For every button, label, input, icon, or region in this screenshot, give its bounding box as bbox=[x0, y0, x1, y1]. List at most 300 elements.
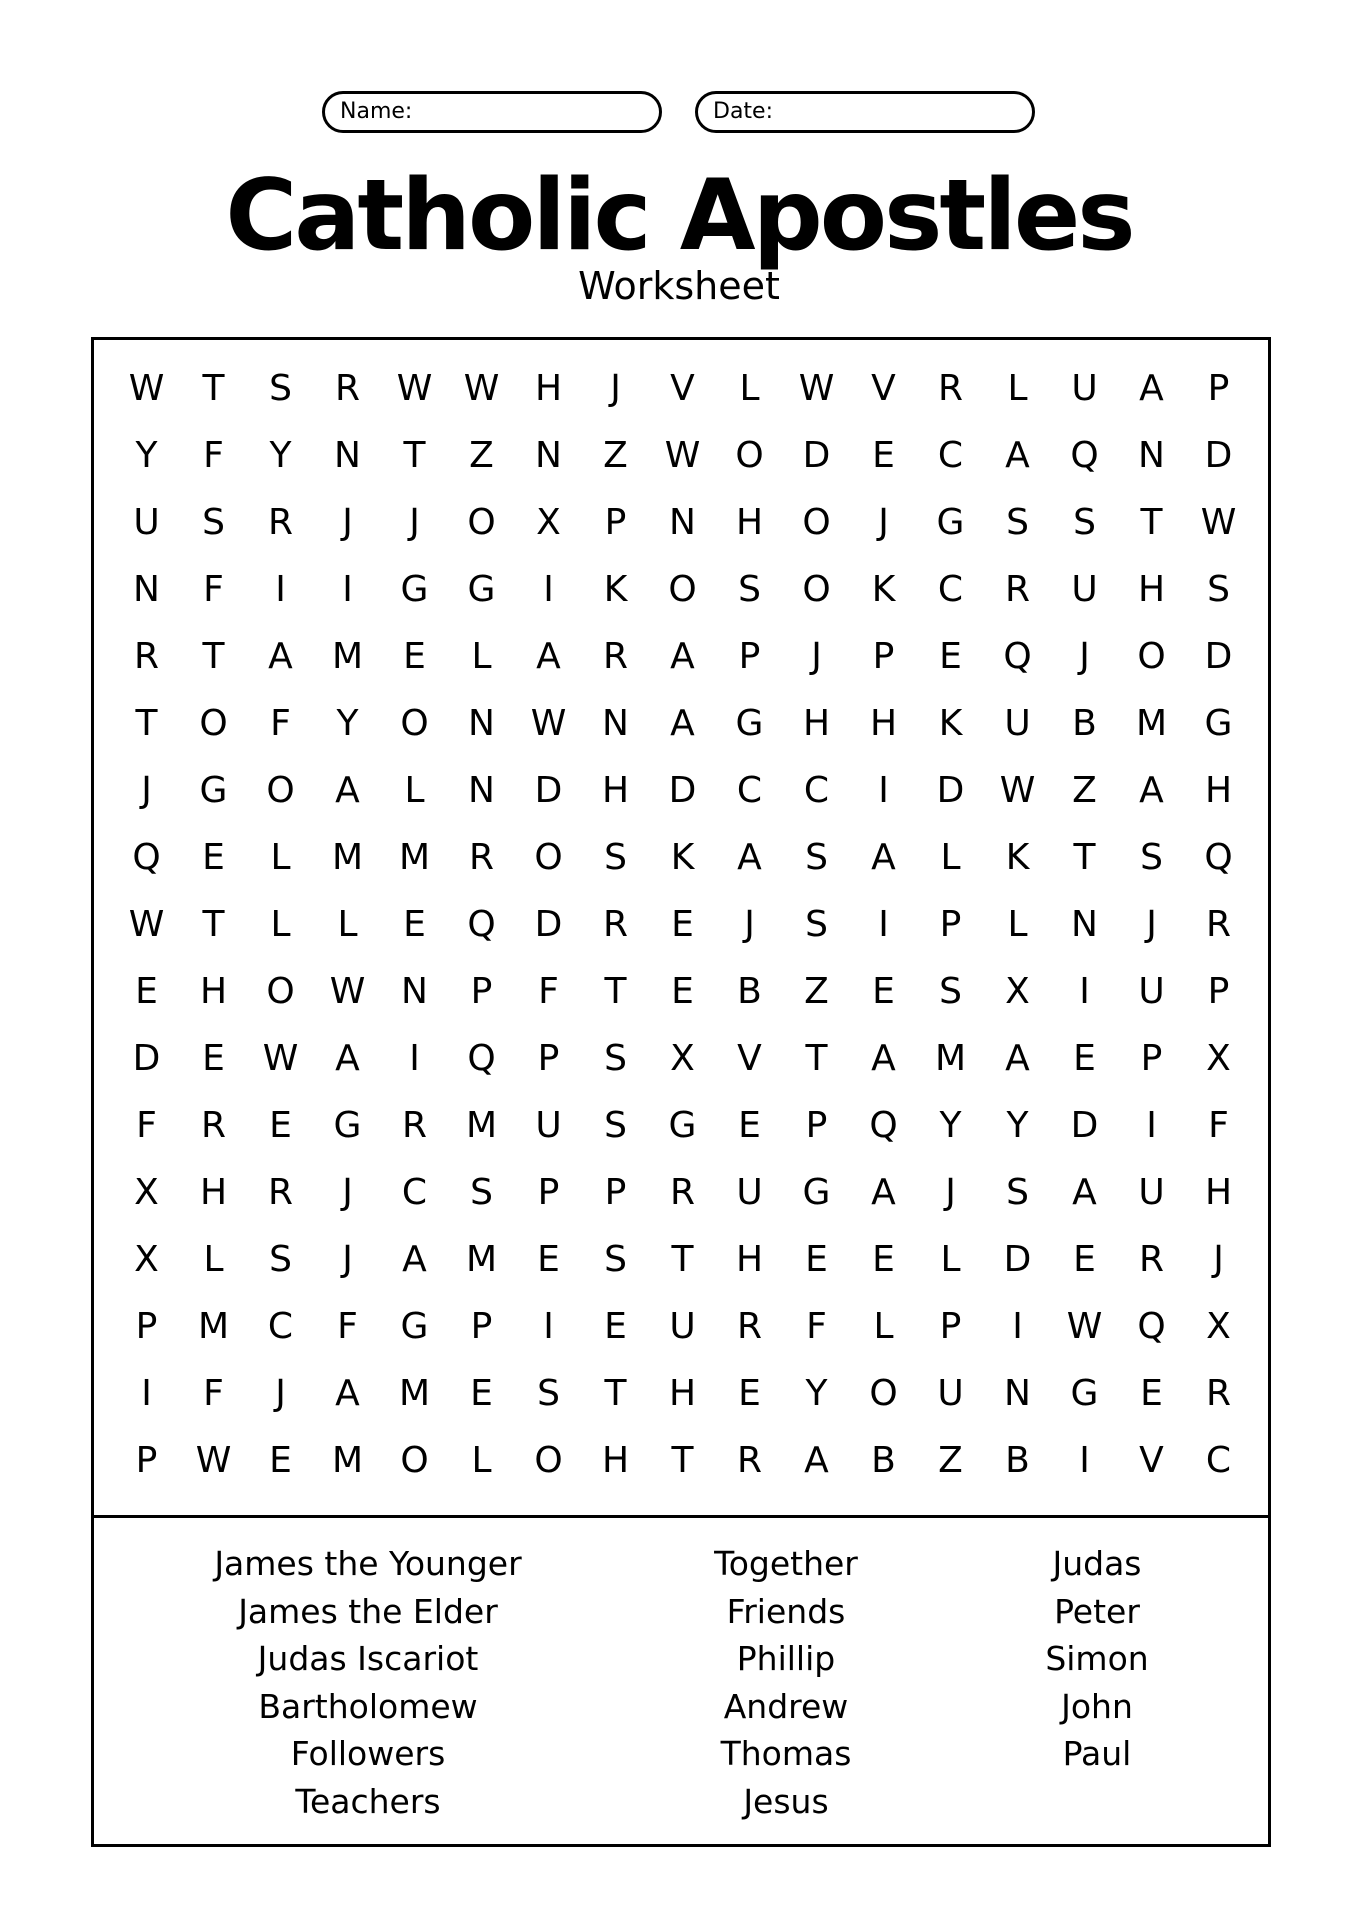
grid-letter[interactable]: P bbox=[604, 1172, 627, 1213]
grid-letter[interactable]: U bbox=[1071, 368, 1098, 409]
grid-letter[interactable]: M bbox=[934, 1038, 967, 1079]
grid-letter[interactable]: L bbox=[471, 636, 492, 677]
grid-letter[interactable]: U bbox=[736, 1172, 763, 1213]
grid-letter[interactable]: P bbox=[1140, 1038, 1163, 1079]
grid-letter[interactable]: S bbox=[537, 1373, 560, 1414]
grid-letter[interactable]: N bbox=[401, 971, 428, 1012]
grid-letter[interactable]: Q bbox=[1003, 636, 1032, 677]
grid-letter[interactable]: U bbox=[535, 1105, 562, 1146]
grid-letter[interactable]: J bbox=[1213, 1239, 1224, 1280]
grid-letter[interactable]: S bbox=[1207, 569, 1230, 610]
grid-letter[interactable]: R bbox=[669, 1172, 695, 1213]
grid-letter[interactable]: J bbox=[1079, 636, 1090, 677]
grid-letter[interactable]: U bbox=[937, 1373, 964, 1414]
grid-letter[interactable]: P bbox=[537, 1038, 560, 1079]
grid-letter[interactable]: Z bbox=[938, 1440, 963, 1481]
grid-letter[interactable]: G bbox=[400, 569, 429, 610]
grid-letter[interactable]: X bbox=[134, 1239, 159, 1280]
grid-letter[interactable]: T bbox=[671, 1440, 694, 1481]
grid-letter[interactable]: I bbox=[878, 770, 889, 811]
grid-letter[interactable]: F bbox=[806, 1306, 827, 1347]
grid-letter[interactable]: A bbox=[1072, 1172, 1097, 1213]
grid-letter[interactable]: B bbox=[737, 971, 762, 1012]
grid-letter[interactable]: R bbox=[200, 1105, 226, 1146]
grid-letter[interactable]: T bbox=[671, 1239, 694, 1280]
grid-letter[interactable]: E bbox=[269, 1105, 292, 1146]
grid-letter[interactable]: E bbox=[403, 636, 426, 677]
grid-letter[interactable]: H bbox=[1204, 1172, 1233, 1213]
word-bank-item: Phillip bbox=[736, 1639, 836, 1678]
grid-letter[interactable]: R bbox=[602, 904, 628, 945]
grid-letter[interactable]: W bbox=[1066, 1306, 1103, 1347]
grid-letter[interactable]: F bbox=[337, 1306, 358, 1347]
grid-letter[interactable]: N bbox=[1138, 435, 1165, 476]
grid-letter[interactable]: G bbox=[936, 502, 965, 543]
grid-letter[interactable]: I bbox=[1146, 1105, 1157, 1146]
grid-letter[interactable]: R bbox=[468, 837, 494, 878]
grid-letter[interactable]: T bbox=[202, 904, 225, 945]
grid-letter[interactable]: E bbox=[872, 435, 895, 476]
grid-letter[interactable]: H bbox=[735, 1239, 764, 1280]
grid-letter[interactable]: A bbox=[335, 1373, 360, 1414]
grid-letter[interactable]: K bbox=[670, 837, 695, 878]
grid-letter[interactable]: L bbox=[404, 770, 425, 811]
grid-letter[interactable]: V bbox=[737, 1038, 762, 1079]
grid-letter[interactable]: Z bbox=[603, 435, 628, 476]
grid-letter[interactable]: E bbox=[805, 1239, 828, 1280]
grid-letter[interactable]: R bbox=[602, 636, 628, 677]
grid-letter[interactable]: H bbox=[869, 703, 898, 744]
grid-letter[interactable]: U bbox=[133, 502, 160, 543]
grid-letter[interactable]: U bbox=[1071, 569, 1098, 610]
grid-letter[interactable]: K bbox=[603, 569, 628, 610]
grid-letter[interactable]: L bbox=[471, 1440, 492, 1481]
grid-letter[interactable]: H bbox=[534, 368, 563, 409]
grid-letter[interactable]: O bbox=[266, 770, 295, 811]
grid-letter[interactable]: W bbox=[798, 368, 835, 409]
grid-letter[interactable]: O bbox=[467, 502, 496, 543]
grid-letter[interactable]: W bbox=[128, 904, 165, 945]
letter-grid bbox=[113, 355, 1251, 1494]
grid-letter[interactable]: S bbox=[939, 971, 962, 1012]
grid-letter[interactable]: T bbox=[604, 971, 627, 1012]
word-bank-column-1 bbox=[168, 1540, 568, 1825]
grid-letter[interactable]: N bbox=[1004, 1373, 1031, 1414]
grid-letter[interactable]: R bbox=[736, 1306, 762, 1347]
grid-letter[interactable]: S bbox=[1140, 837, 1163, 878]
grid-letter[interactable]: O bbox=[400, 703, 429, 744]
word-bank-column-3 bbox=[897, 1540, 1297, 1778]
grid-letter[interactable]: D bbox=[534, 770, 563, 811]
grid-letter[interactable]: S bbox=[470, 1172, 493, 1213]
grid-letter[interactable]: C bbox=[1205, 1440, 1232, 1481]
grid-letter[interactable]: J bbox=[141, 770, 152, 811]
grid-letter[interactable]: T bbox=[202, 368, 225, 409]
grid-letter[interactable]: K bbox=[1005, 837, 1030, 878]
grid-letter[interactable]: O bbox=[199, 703, 228, 744]
grid-letter[interactable]: I bbox=[342, 569, 353, 610]
grid-letter[interactable]: F bbox=[270, 703, 291, 744]
grid-letter[interactable]: T bbox=[1140, 502, 1163, 543]
grid-letter[interactable]: P bbox=[135, 1440, 158, 1481]
grid-letter[interactable]: L bbox=[1007, 904, 1028, 945]
grid-letter[interactable]: B bbox=[1072, 703, 1097, 744]
grid-letter[interactable]: M bbox=[398, 837, 431, 878]
grid-letter[interactable]: E bbox=[537, 1239, 560, 1280]
grid-letter[interactable]: H bbox=[601, 770, 630, 811]
grid-letter[interactable]: J bbox=[342, 1239, 353, 1280]
grid-letter[interactable]: M bbox=[465, 1239, 498, 1280]
grid-letter[interactable]: X bbox=[536, 502, 561, 543]
grid-letter[interactable]: B bbox=[871, 1440, 896, 1481]
grid-letter[interactable]: J bbox=[878, 502, 889, 543]
word-bank-item: Together bbox=[714, 1544, 858, 1583]
grid-letter[interactable]: U bbox=[1004, 703, 1031, 744]
grid-letter[interactable]: E bbox=[671, 971, 694, 1012]
grid-letter[interactable]: S bbox=[604, 1105, 627, 1146]
grid-letter[interactable]: I bbox=[141, 1373, 152, 1414]
grid-letter[interactable]: U bbox=[1138, 971, 1165, 1012]
grid-letter[interactable]: P bbox=[1207, 971, 1230, 1012]
grid-letter[interactable]: L bbox=[270, 904, 291, 945]
grid-letter[interactable]: I bbox=[409, 1038, 420, 1079]
grid-letter[interactable]: W bbox=[463, 368, 500, 409]
grid-letter[interactable]: T bbox=[1073, 837, 1096, 878]
grid-letter[interactable]: N bbox=[535, 435, 562, 476]
grid-letter[interactable]: O bbox=[534, 837, 563, 878]
grid-letter[interactable]: F bbox=[203, 1373, 224, 1414]
grid-letter[interactable]: G bbox=[467, 569, 496, 610]
grid-letter[interactable]: F bbox=[538, 971, 559, 1012]
grid-letter[interactable]: H bbox=[1137, 569, 1166, 610]
grid-letter[interactable]: R bbox=[401, 1105, 427, 1146]
grid-letter[interactable]: R bbox=[334, 368, 360, 409]
grid-letter[interactable]: E bbox=[872, 971, 895, 1012]
grid-letter[interactable]: M bbox=[331, 636, 364, 677]
grid-letter[interactable]: Q bbox=[1070, 435, 1099, 476]
grid-letter[interactable]: X bbox=[670, 1038, 695, 1079]
name-field[interactable] bbox=[322, 91, 662, 133]
grid-letter[interactable]: E bbox=[202, 1038, 225, 1079]
grid-letter[interactable]: G bbox=[1070, 1373, 1099, 1414]
grid-letter[interactable]: J bbox=[811, 636, 822, 677]
grid-letter[interactable]: D bbox=[1003, 1239, 1032, 1280]
grid-letter[interactable]: I bbox=[275, 569, 286, 610]
grid-letter[interactable]: E bbox=[1140, 1373, 1163, 1414]
grid-letter[interactable]: X bbox=[1005, 971, 1030, 1012]
grid-letter[interactable]: A bbox=[536, 636, 561, 677]
grid-letter[interactable]: J bbox=[945, 1172, 956, 1213]
grid-letter[interactable]: C bbox=[803, 770, 830, 811]
grid-letter[interactable]: A bbox=[871, 837, 896, 878]
grid-letter[interactable]: O bbox=[802, 502, 831, 543]
grid-letter[interactable]: M bbox=[331, 1440, 364, 1481]
grid-letter[interactable]: D bbox=[534, 904, 563, 945]
grid-letter[interactable]: P bbox=[470, 1306, 493, 1347]
grid-letter[interactable]: U bbox=[1138, 1172, 1165, 1213]
grid-letter[interactable]: F bbox=[203, 435, 224, 476]
grid-letter[interactable]: J bbox=[1146, 904, 1157, 945]
grid-letter[interactable]: N bbox=[669, 502, 696, 543]
grid-letter[interactable]: I bbox=[543, 1306, 554, 1347]
grid-letter[interactable]: L bbox=[337, 904, 358, 945]
grid-letter[interactable]: Z bbox=[1072, 770, 1097, 811]
grid-letter[interactable]: R bbox=[1205, 1373, 1231, 1414]
grid-letter[interactable]: P bbox=[939, 904, 962, 945]
grid-letter[interactable]: O bbox=[668, 569, 697, 610]
grid-letter[interactable]: T bbox=[805, 1038, 828, 1079]
grid-letter[interactable]: P bbox=[1207, 368, 1230, 409]
grid-letter[interactable]: P bbox=[537, 1172, 560, 1213]
grid-letter[interactable]: G bbox=[400, 1306, 429, 1347]
grid-letter[interactable]: Y bbox=[269, 435, 292, 476]
grid-letter[interactable]: K bbox=[938, 703, 963, 744]
grid-letter[interactable]: N bbox=[1071, 904, 1098, 945]
grid-letter[interactable]: M bbox=[331, 837, 364, 878]
grid-letter[interactable]: E bbox=[604, 1306, 627, 1347]
grid-letter[interactable]: Q bbox=[467, 904, 496, 945]
grid-letter[interactable]: E bbox=[671, 904, 694, 945]
grid-letter[interactable]: W bbox=[1200, 502, 1237, 543]
grid-letter[interactable]: E bbox=[403, 904, 426, 945]
grid-letter[interactable]: I bbox=[1079, 971, 1090, 1012]
grid-letter[interactable]: Z bbox=[469, 435, 494, 476]
grid-letter[interactable]: R bbox=[937, 368, 963, 409]
grid-letter[interactable]: Y bbox=[1006, 1105, 1029, 1146]
grid-letter[interactable]: V bbox=[670, 368, 695, 409]
grid-letter[interactable]: I bbox=[543, 569, 554, 610]
grid-letter[interactable]: A bbox=[737, 837, 762, 878]
grid-letter[interactable]: A bbox=[871, 1172, 896, 1213]
grid-letter[interactable]: J bbox=[744, 904, 755, 945]
word-bank-item: Judas Iscariot bbox=[257, 1639, 479, 1678]
word-bank-item: Andrew bbox=[723, 1686, 849, 1726]
grid-letter[interactable]: A bbox=[402, 1239, 427, 1280]
grid-letter[interactable]: E bbox=[269, 1440, 292, 1481]
grid-letter[interactable]: R bbox=[267, 1172, 293, 1213]
grid-letter[interactable]: Q bbox=[869, 1105, 898, 1146]
grid-letter[interactable]: H bbox=[735, 502, 764, 543]
grid-letter[interactable]: L bbox=[940, 837, 961, 878]
grid-letter[interactable]: D bbox=[1070, 1105, 1099, 1146]
grid-letter[interactable]: R bbox=[1138, 1239, 1164, 1280]
grid-letter[interactable]: P bbox=[470, 971, 493, 1012]
grid-letter[interactable]: A bbox=[335, 770, 360, 811]
grid-letter[interactable]: W bbox=[195, 1440, 232, 1481]
grid-letter[interactable]: G bbox=[333, 1105, 362, 1146]
grid-letter[interactable]: E bbox=[1073, 1038, 1096, 1079]
grid-letter[interactable]: A bbox=[804, 1440, 829, 1481]
grid-letter[interactable]: D bbox=[936, 770, 965, 811]
grid-letter[interactable]: R bbox=[1205, 904, 1231, 945]
grid-letter[interactable]: Q bbox=[132, 837, 161, 878]
grid-letter[interactable]: Q bbox=[1204, 837, 1233, 878]
grid-letter[interactable]: O bbox=[534, 1440, 563, 1481]
grid-letter[interactable]: S bbox=[604, 1239, 627, 1280]
grid-letter[interactable]: H bbox=[668, 1373, 697, 1414]
grid-letter[interactable]: J bbox=[342, 502, 353, 543]
grid-letter[interactable]: H bbox=[601, 1440, 630, 1481]
grid-letter[interactable]: C bbox=[937, 569, 964, 610]
grid-letter[interactable]: M bbox=[1135, 703, 1168, 744]
grid-letter[interactable]: S bbox=[1006, 1172, 1029, 1213]
grid-letter[interactable]: W bbox=[128, 368, 165, 409]
grid-letter[interactable]: Q bbox=[467, 1038, 496, 1079]
grid-letter[interactable]: W bbox=[664, 435, 701, 476]
grid-letter[interactable]: S bbox=[1006, 502, 1029, 543]
grid-letter[interactable]: K bbox=[871, 569, 896, 610]
grid-letter[interactable]: W bbox=[262, 1038, 299, 1079]
grid-letter[interactable]: A bbox=[670, 703, 695, 744]
grid-letter[interactable]: A bbox=[670, 636, 695, 677]
grid-letter[interactable]: H bbox=[802, 703, 831, 744]
grid-letter[interactable]: B bbox=[1005, 1440, 1030, 1481]
grid-letter[interactable]: S bbox=[269, 1239, 292, 1280]
grid-letter[interactable]: L bbox=[270, 837, 291, 878]
grid-letter[interactable]: C bbox=[267, 1306, 294, 1347]
grid-letter[interactable]: A bbox=[1139, 368, 1164, 409]
grid-letter[interactable]: V bbox=[1139, 1440, 1164, 1481]
grid-letter[interactable]: N bbox=[334, 435, 361, 476]
grid-letter[interactable]: J bbox=[409, 502, 420, 543]
grid-letter[interactable]: M bbox=[398, 1373, 431, 1414]
grid-letter[interactable]: U bbox=[669, 1306, 696, 1347]
grid-letter[interactable]: I bbox=[1012, 1306, 1023, 1347]
grid-letter[interactable]: R bbox=[1004, 569, 1030, 610]
grid-letter[interactable]: A bbox=[1005, 1038, 1030, 1079]
grid-letter[interactable]: A bbox=[1005, 435, 1030, 476]
grid-letter[interactable]: D bbox=[668, 770, 697, 811]
grid-letter[interactable]: T bbox=[604, 1373, 627, 1414]
grid-letter[interactable]: O bbox=[735, 435, 764, 476]
grid-letter[interactable]: A bbox=[268, 636, 293, 677]
grid-letter[interactable]: C bbox=[937, 435, 964, 476]
grid-letter[interactable]: M bbox=[197, 1306, 230, 1347]
grid-letter[interactable]: I bbox=[1079, 1440, 1090, 1481]
grid-letter[interactable]: O bbox=[869, 1373, 898, 1414]
grid-letter[interactable]: S bbox=[1073, 502, 1096, 543]
puzzle-divider bbox=[91, 1515, 1271, 1518]
grid-letter[interactable]: T bbox=[403, 435, 426, 476]
grid-letter[interactable]: D bbox=[132, 1038, 161, 1079]
grid-letter[interactable]: S bbox=[805, 837, 828, 878]
grid-letter[interactable]: H bbox=[199, 1172, 228, 1213]
grid-letter[interactable]: T bbox=[135, 703, 158, 744]
grid-letter[interactable]: L bbox=[940, 1239, 961, 1280]
grid-letter[interactable]: S bbox=[805, 904, 828, 945]
grid-letter[interactable]: Y bbox=[939, 1105, 962, 1146]
grid-letter[interactable]: L bbox=[1007, 368, 1028, 409]
grid-letter[interactable]: X bbox=[1206, 1306, 1231, 1347]
grid-letter[interactable]: S bbox=[738, 569, 761, 610]
grid-letter[interactable]: L bbox=[873, 1306, 894, 1347]
grid-letter[interactable]: P bbox=[939, 1306, 962, 1347]
grid-letter[interactable]: A bbox=[871, 1038, 896, 1079]
grid-letter[interactable]: E bbox=[470, 1373, 493, 1414]
grid-letter[interactable]: L bbox=[739, 368, 760, 409]
grid-letter[interactable]: S bbox=[604, 837, 627, 878]
grid-letter[interactable]: O bbox=[1137, 636, 1166, 677]
grid-letter[interactable]: T bbox=[202, 636, 225, 677]
grid-letter[interactable]: N bbox=[133, 569, 160, 610]
grid-letter[interactable]: X bbox=[134, 1172, 159, 1213]
grid-letter[interactable]: O bbox=[266, 971, 295, 1012]
grid-letter[interactable]: A bbox=[1139, 770, 1164, 811]
grid-letter[interactable]: F bbox=[136, 1105, 157, 1146]
grid-letter[interactable]: Z bbox=[804, 971, 829, 1012]
grid-letter[interactable]: F bbox=[203, 569, 224, 610]
grid-letter[interactable]: N bbox=[602, 703, 629, 744]
grid-letter[interactable]: P bbox=[135, 1306, 158, 1347]
grid-letter[interactable]: Q bbox=[1137, 1306, 1166, 1347]
grid-letter[interactable]: E bbox=[1073, 1239, 1096, 1280]
grid-letter[interactable]: R bbox=[133, 636, 159, 677]
grid-letter[interactable]: W bbox=[530, 703, 567, 744]
grid-letter[interactable]: W bbox=[329, 971, 366, 1012]
grid-letter[interactable]: C bbox=[401, 1172, 428, 1213]
grid-letter[interactable]: C bbox=[736, 770, 763, 811]
grid-letter[interactable]: P bbox=[872, 636, 895, 677]
date-field[interactable] bbox=[695, 91, 1035, 133]
grid-letter[interactable]: E bbox=[202, 837, 225, 878]
grid-letter[interactable]: I bbox=[878, 904, 889, 945]
grid-letter[interactable]: J bbox=[275, 1373, 286, 1414]
grid-letter[interactable]: E bbox=[135, 971, 158, 1012]
grid-letter[interactable]: G bbox=[199, 770, 228, 811]
grid-letter[interactable]: S bbox=[604, 1038, 627, 1079]
grid-letter[interactable]: L bbox=[203, 1239, 224, 1280]
grid-letter[interactable]: J bbox=[610, 368, 621, 409]
grid-letter[interactable]: G bbox=[735, 703, 764, 744]
grid-letter[interactable]: H bbox=[1204, 770, 1233, 811]
grid-letter[interactable]: E bbox=[738, 1105, 761, 1146]
grid-letter[interactable]: G bbox=[668, 1105, 697, 1146]
grid-letter[interactable]: G bbox=[802, 1172, 831, 1213]
grid-letter[interactable]: O bbox=[400, 1440, 429, 1481]
grid-letter[interactable]: W bbox=[999, 770, 1036, 811]
grid-letter[interactable]: V bbox=[871, 368, 896, 409]
grid-letter[interactable]: X bbox=[1206, 1038, 1231, 1079]
grid-letter[interactable]: E bbox=[738, 1373, 761, 1414]
grid-letter[interactable]: H bbox=[199, 971, 228, 1012]
grid-letter[interactable]: J bbox=[342, 1172, 353, 1213]
grid-letter[interactable]: Y bbox=[135, 435, 158, 476]
grid-letter[interactable]: Y bbox=[336, 703, 359, 744]
grid-letter[interactable]: P bbox=[604, 502, 627, 543]
grid-letter[interactable]: O bbox=[802, 569, 831, 610]
grid-letter[interactable]: R bbox=[736, 1440, 762, 1481]
grid-letter[interactable]: D bbox=[1204, 636, 1233, 677]
grid-letter[interactable]: A bbox=[335, 1038, 360, 1079]
grid-letter[interactable]: Y bbox=[805, 1373, 828, 1414]
word-bank-item: Followers bbox=[290, 1734, 446, 1773]
grid-letter[interactable]: N bbox=[468, 770, 495, 811]
grid-letter[interactable]: E bbox=[939, 636, 962, 677]
grid-letter[interactable]: G bbox=[1204, 703, 1233, 744]
grid-letter[interactable]: S bbox=[202, 502, 225, 543]
grid-letter[interactable]: P bbox=[738, 636, 761, 677]
grid-letter[interactable]: E bbox=[872, 1239, 895, 1280]
grid-letter[interactable]: W bbox=[396, 368, 433, 409]
grid-letter[interactable]: D bbox=[802, 435, 831, 476]
grid-letter[interactable]: M bbox=[465, 1105, 498, 1146]
grid-letter[interactable]: N bbox=[468, 703, 495, 744]
grid-letter[interactable]: R bbox=[267, 502, 293, 543]
grid-letter[interactable]: S bbox=[269, 368, 292, 409]
grid-letter[interactable]: F bbox=[1208, 1105, 1229, 1146]
grid-letter[interactable]: P bbox=[805, 1105, 828, 1146]
grid-letter[interactable]: D bbox=[1204, 435, 1233, 476]
